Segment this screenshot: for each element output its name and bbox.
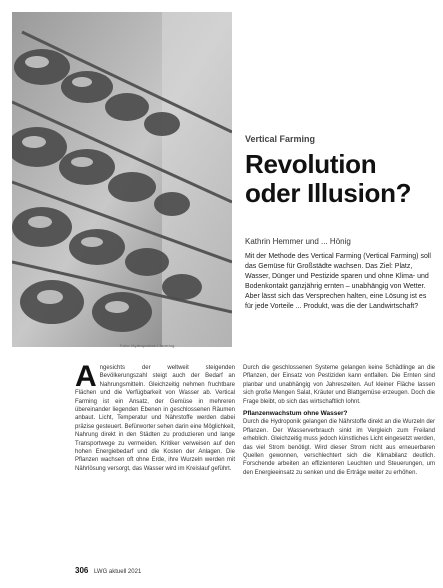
body-text-left: ngesichts der weltweit steigenden Bevölkerungszahl steigt auch der Bedarf an Nahrungsmitteln. Gleichzeitig nehmen fruchtbare Flächen und die Verfügbarkeit von Wasser ab. Vertical Farming ist ein Ansatz, der Gemüse in mehreren übereinander liegenden Ebenen in geschlossenen Räumen anbaut. Licht, Temperatur und Nährstoffe werden dabei präzise gesteuert. Befürworter sehen darin eine Möglichkeit, Nahrung direkt in den Städten zu produzieren und lange Transportwege zu vermeiden. Kritiker verweisen auf den hohen Energiebedarf und die Kosten der Anlagen. Die Pflanzen wachsen oft ohne Erde, ihre Wurzeln werden mit Nährlösung versorgt, das Wasser wird im Kreislauf geführt. xyxy=(75,365,235,472)
article-lead: Mit der Methode des Vertical Farming (Vertical Farming) soll das Gemüse für Großstädte wachsen. Das Ziel: Platz, Wasser, Dünger und Pestizide sparen und ohne Klima- und Bodenkontakt ganzjährig ernten – unabhängig von Wetter. Aber lässt sich das Versprechen halten, eine Lösung ist es für jede Vorteile ... Produkt, was die der Landwirtschaft? xyxy=(245,253,431,310)
hero-photo xyxy=(12,12,232,347)
body-text-right: Durch die Hydroponik gelangen die Nährstoffe direkt an die Wurzeln der Pflanzen. Der Wasserverbrauch sinkt im Vergleich zum Freiland erheblich. Gleichzeitig muss jedoch künstliches Licht eingesetzt werden, das viel Strom benötigt. Wird dieser Strom nicht aus erneuerbaren Quellen gewonnen, verschlechtert sich die Klimabilanz deutlich. Forschende arbeiten an effizienteren Leuchten und Steuerungen, um den Energieeinsatz zu senken und die Erträge weiter zu erhöhen. xyxy=(243,419,435,476)
magazine-name: LWG aktuell 2021 xyxy=(94,569,142,575)
body-column-right xyxy=(243,364,435,477)
page-footer xyxy=(75,566,141,575)
page-number: 306 xyxy=(75,566,89,575)
drop-cap: A xyxy=(75,360,97,393)
article-author: Kathrin Hemmer und ... Hönig xyxy=(245,237,351,246)
photo-credit: Foto: Hydroponics / farming xyxy=(120,343,175,348)
article-kicker: Vertical Farming xyxy=(245,134,316,144)
body-text-right-intro: Durch die geschlossenen Systeme gelangen keine Schädlinge an die Pflanzen, der Einsatz von Pestiziden kann entfallen. Die Ernten sind planbar und unabhängig von Jahreszeiten. Auf kleiner Fläche lassen sich große Mengen Salat, Kräuter und Blattgemüse erzeugen. Doch die Frage bleibt, ob sich das wirtschaftlich lohnt. xyxy=(243,365,435,405)
section-subhead: Pflanzenwachstum ohne Wasser? xyxy=(243,410,348,418)
lettuce-tower-image xyxy=(12,12,232,347)
body-column-left xyxy=(75,360,235,473)
article-headline: Revolution oder Illusion? xyxy=(245,149,412,208)
